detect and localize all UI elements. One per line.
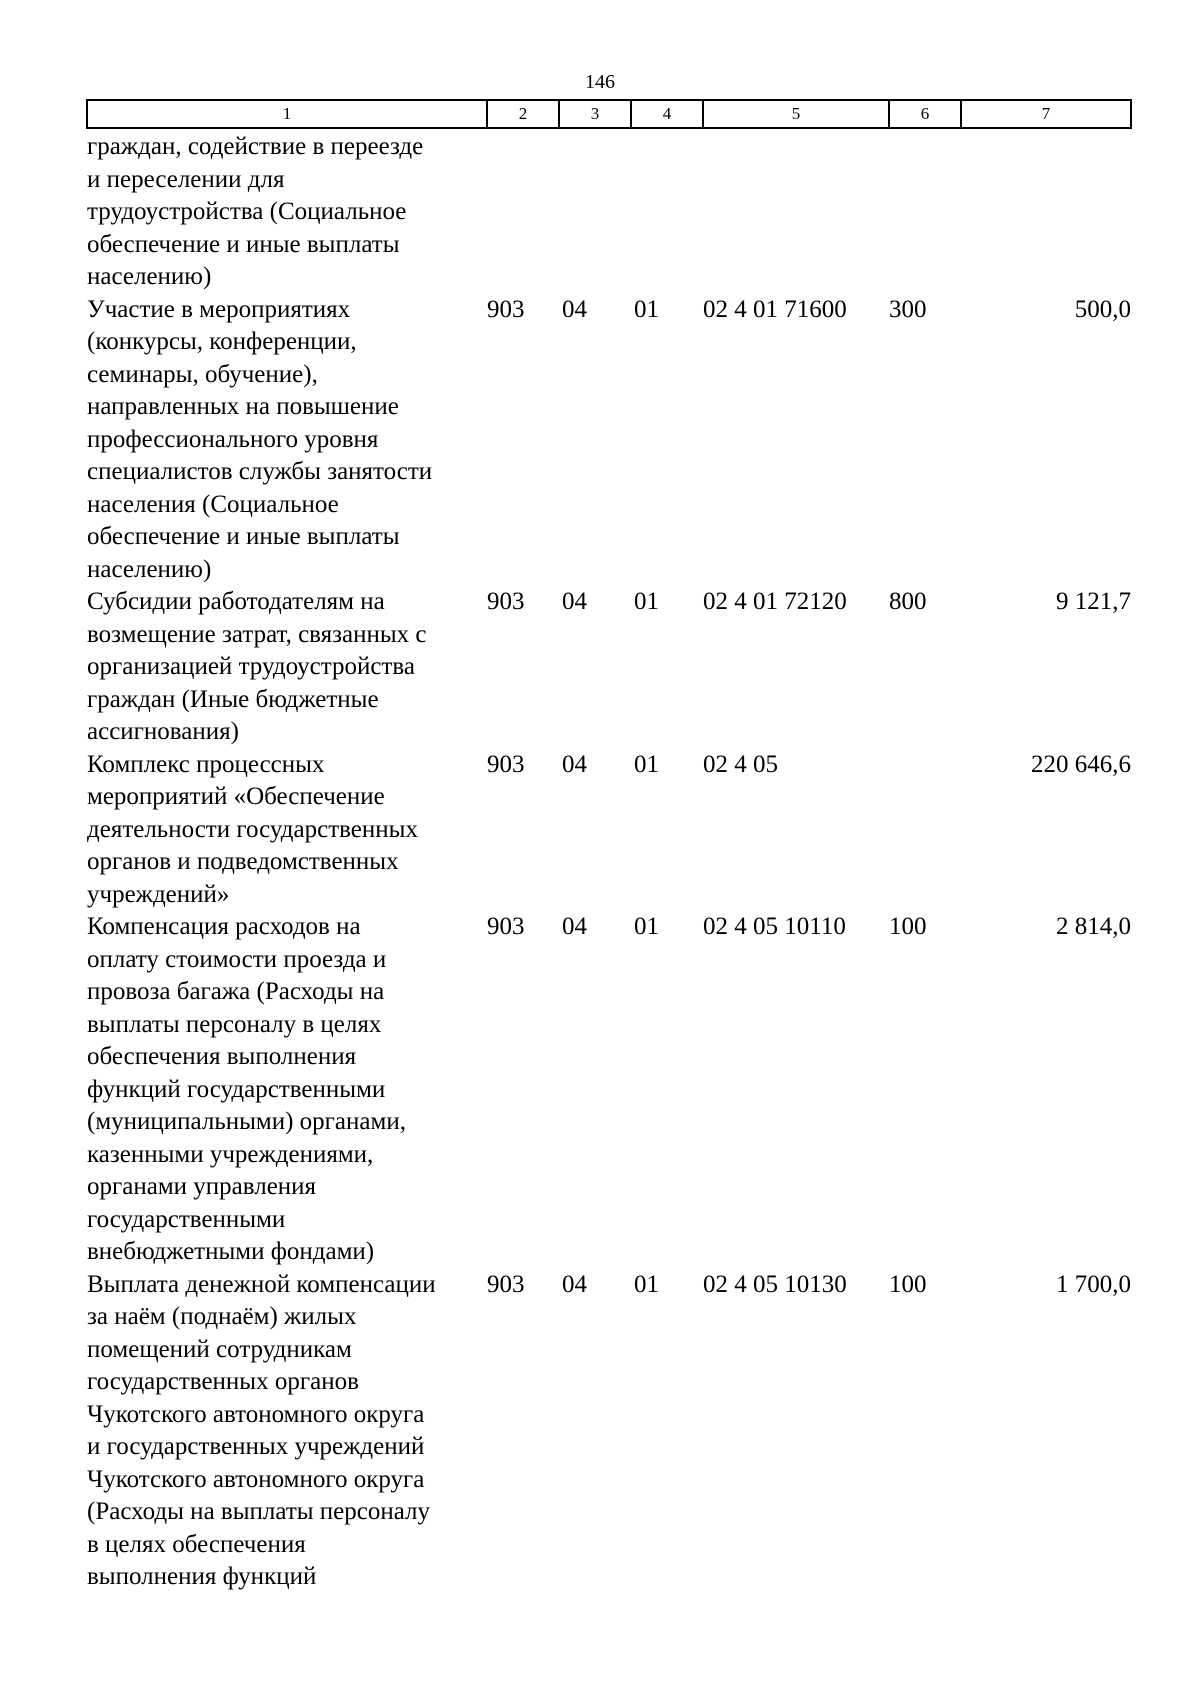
table-row <box>87 586 1131 749</box>
row-subsection-code: 01 <box>634 750 659 778</box>
row-amount: 1 700,0 <box>1056 1270 1131 1298</box>
row-ministry-code <box>487 128 559 294</box>
row-amount: 2 814,0 <box>1056 913 1131 940</box>
row-ministry-code: 903 <box>487 588 525 615</box>
budget-table <box>86 99 1132 1594</box>
row-ministry-code: 903 <box>487 750 525 778</box>
table-row <box>87 749 1131 912</box>
row-expense-type: 100 <box>889 913 927 940</box>
row-name: Участие в мероприятиях (конкурсы, конференции, семинары, обучение), направленных на повышение профессионального уровня специалистов службы занятости населения (Социальное обеспечение и иные выплаты населению) <box>87 295 433 583</box>
table-row <box>87 294 1131 587</box>
row-ministry-code: 903 <box>487 295 525 323</box>
column-number-header <box>87 100 1131 128</box>
row-target-article: 02 4 01 72120 <box>703 588 847 615</box>
column-header-6: 6 <box>889 100 961 128</box>
table-row <box>87 128 1131 294</box>
row-section-code <box>559 128 631 294</box>
row-subsection-code: 01 <box>634 913 659 940</box>
row-target-article: 02 4 01 71600 <box>703 295 847 323</box>
row-amount: 500,0 <box>1074 295 1131 323</box>
column-header-4: 4 <box>631 100 703 128</box>
table-row <box>87 911 1131 1269</box>
page-number: 146 <box>585 71 615 93</box>
row-amount <box>961 128 1131 294</box>
row-name: Компенсация расходов на оплату стоимости проезда и провоза багажа (Расходы на выплаты персоналу в целях обеспечения выполнения функций государственными (муниципальными) органами, казенными учреждениями, органами управления государственными внебюджетными фондами) <box>87 913 406 1265</box>
row-section-code: 04 <box>562 1270 587 1298</box>
row-section-code: 04 <box>562 750 587 778</box>
row-section-code: 04 <box>562 913 587 940</box>
row-amount: 9 121,7 <box>1056 588 1131 615</box>
column-header-5: 5 <box>703 100 889 128</box>
row-amount: 220 646,6 <box>1031 750 1131 778</box>
row-target-article <box>703 128 889 294</box>
table-row <box>87 1269 1131 1594</box>
column-header-2: 2 <box>487 100 559 128</box>
row-ministry-code: 903 <box>487 913 525 940</box>
row-subsection-code: 01 <box>634 1270 659 1298</box>
row-subsection-code: 01 <box>634 588 659 615</box>
row-expense-type <box>889 128 961 294</box>
column-header-1: 1 <box>87 100 487 128</box>
row-target-article: 02 4 05 10110 <box>703 913 846 940</box>
row-subsection-code <box>631 128 703 294</box>
row-name: граждан, содействие в переезде и переселении для трудоустройства (Социальное обеспечение и иные выплаты населению) <box>87 133 424 290</box>
row-section-code: 04 <box>562 588 587 615</box>
row-target-article: 02 4 05 10130 <box>703 1270 847 1298</box>
row-name: Субсидии работодателям на возмещение затрат, связанных с организацией трудоустройства граждан (Иные бюджетные ассигнования) <box>87 588 427 745</box>
row-expense-type: 100 <box>889 1270 927 1298</box>
row-section-code: 04 <box>562 295 587 323</box>
row-target-article: 02 4 05 <box>703 750 778 778</box>
row-expense-type: 300 <box>889 295 927 323</box>
row-name: Комплекс процессных мероприятий «Обеспечение деятельности государственных органов и подведомственных учреждений» <box>87 750 418 908</box>
column-header-3: 3 <box>559 100 631 128</box>
row-expense-type <box>889 749 961 912</box>
row-subsection-code: 01 <box>634 295 659 323</box>
row-ministry-code: 903 <box>487 1270 525 1298</box>
column-header-7: 7 <box>961 100 1131 128</box>
row-expense-type: 800 <box>889 588 927 615</box>
row-name: Выплата денежной компенсации за наём (поднаём) жилых помещений сотрудникам государственных органов Чукотского автономного округа и государственных учреждений Чукотского автономного округа (Расходы на выплаты персоналу в целях обеспечения выполнения функций <box>87 1270 436 1590</box>
